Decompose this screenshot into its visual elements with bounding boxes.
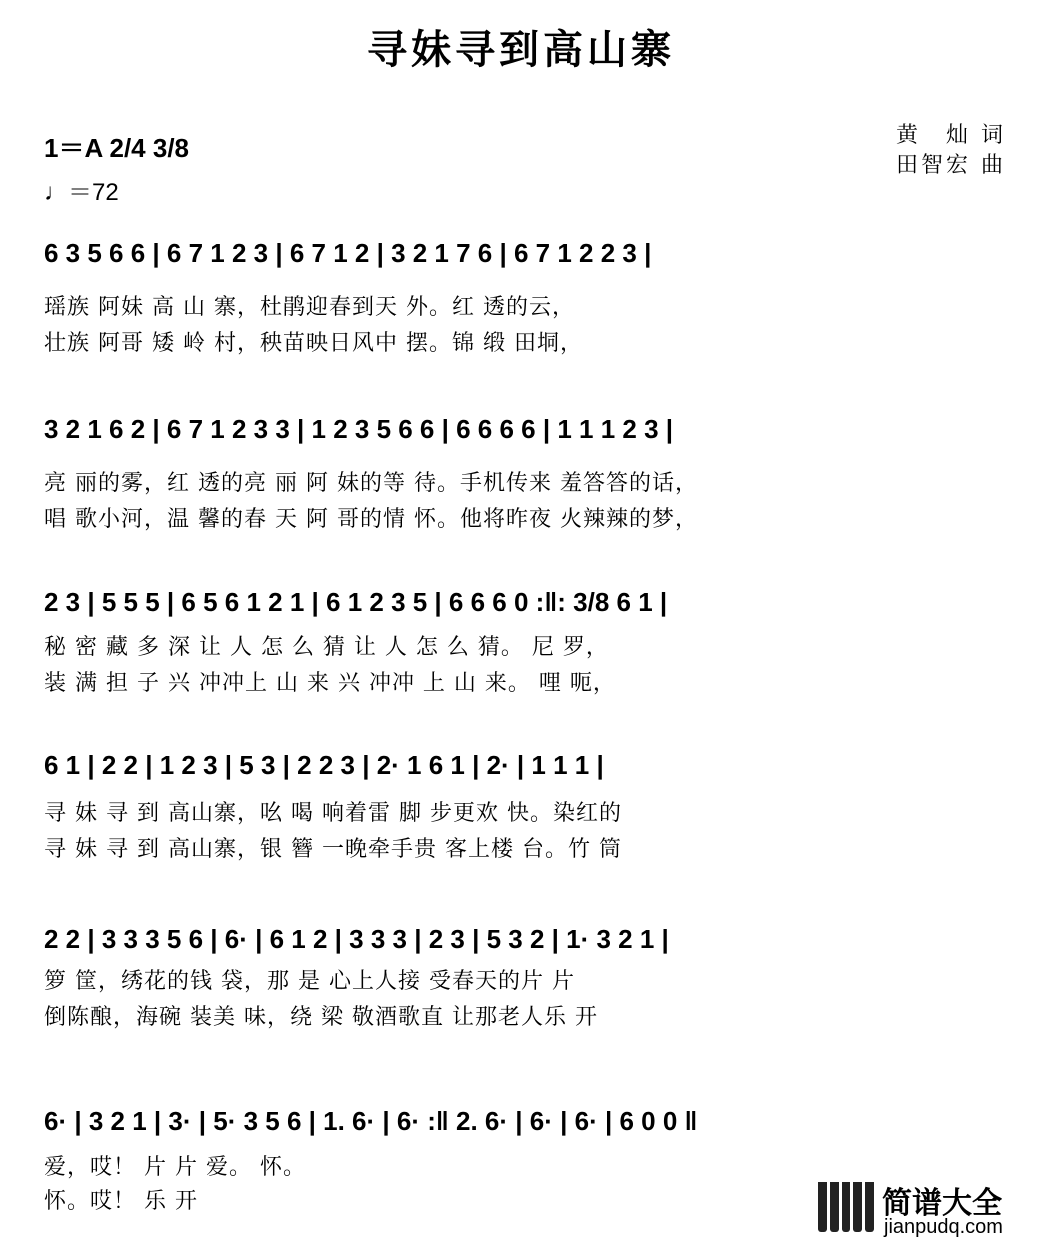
notation-line-6: 6· | 3 2 1 | 3· | 5· 3 5 6 | 1. 6· | 6· :‖ 2. 6· | 6· | 6· | 6 0 0 ‖	[44, 1106, 698, 1136]
site-watermark	[818, 1178, 1028, 1242]
lyric-line-4-verse-1: 寻 妹 寻 到 高山寨，吆 喝 响着雷 脚 步更欢 快。染红的	[44, 801, 622, 826]
lyric-line-6-verse-1: 爱，哎！ 片 片 爱。 怀。	[44, 1155, 306, 1180]
lyric-line-1-verse-1: 瑶族 阿妹 高 山 寨，杜鹃迎春到天 外。红 透的云，	[44, 295, 575, 320]
lyric-line-2-verse-1: 亮 丽的雾，红 透的亮 丽 阿 妹的等 待。手机传来 羞答答的话，	[44, 471, 698, 496]
lyric-line-4-verse-2: 寻 妹 寻 到 高山寨，银 簪 一晚牵手贵 客上楼 台。竹 筒	[44, 837, 622, 862]
lyric-line-3-verse-2: 装 满 担 子 兴 冲冲上 山 来 兴 冲冲 上 山 来。 哩 呃，	[44, 671, 616, 696]
lyric-line-2-verse-2: 唱 歌小河，温 馨的春 天 阿 哥的情 怀。他将昨夜 火辣辣的梦，	[44, 507, 698, 532]
lyric-line-5-verse-1: 箩 筐，绣花的钱 袋，那 是 心上人接 受春天的片 片	[44, 969, 575, 994]
piano-keys-logo-icon	[818, 1182, 874, 1232]
composer-credit: 田智宏 曲	[896, 153, 1006, 178]
notation-line-4: 6 1 | 2 2 | 1 2 3 | 5 3 | 2 2 3 | 2· 1 6 1 | 2· | 1 1 1 |	[44, 750, 604, 780]
lyric-line-5-verse-2: 倒陈酿，海碗 装美 味，绕 梁 敬酒歌直 让那老人乐 开	[44, 1005, 598, 1030]
song-title: 寻妹寻到高山寨	[367, 26, 675, 73]
lyric-line-3-verse-1: 秘 密 藏 多 深 让 人 怎 么 猜 让 人 怎 么 猜。 尼 罗，	[44, 635, 609, 660]
notation-line-1: 6 3 5 6 6 | 6 7 1 2 3 | 6 7 1 2 | 3 2 1 7 6 | 6 7 1 2 2 3 |	[44, 238, 652, 268]
watermark-name: 简谱大全	[882, 1186, 1002, 1221]
lyric-line-6-verse-2: 怀。哎！ 乐 开	[44, 1189, 198, 1214]
key-signature: 1＝A 2/4 3/8	[44, 133, 190, 163]
notation-line-5: 2 2 | 3 3 3 5 6 | 6· | 6 1 2 | 3 3 3 | 2 3 | 5 3 2 | 1· 3 2 1 |	[44, 924, 669, 954]
tempo-marking: ♩＝72	[44, 179, 119, 206]
lyricist-credit: 黄 灿 词	[896, 123, 1006, 148]
watermark-url: jianpudq.com	[884, 1216, 1003, 1238]
notation-line-3: 2 3 | 5 5 5 | 6 5 6 1 2 1 | 6 1 2 3 5 | 6 6 6 0 :‖: 3/8 6 1 |	[44, 587, 668, 617]
lyric-line-1-verse-2: 壮族 阿哥 矮 岭 村，秧苗映日风中 摆。锦 缎 田垌，	[44, 331, 583, 356]
notation-line-2: 3 2 1 6 2 | 6 7 1 2 3 3 | 1 2 3 5 6 6 | 6 6 6 6 | 1 1 1 2 3 |	[44, 414, 674, 444]
